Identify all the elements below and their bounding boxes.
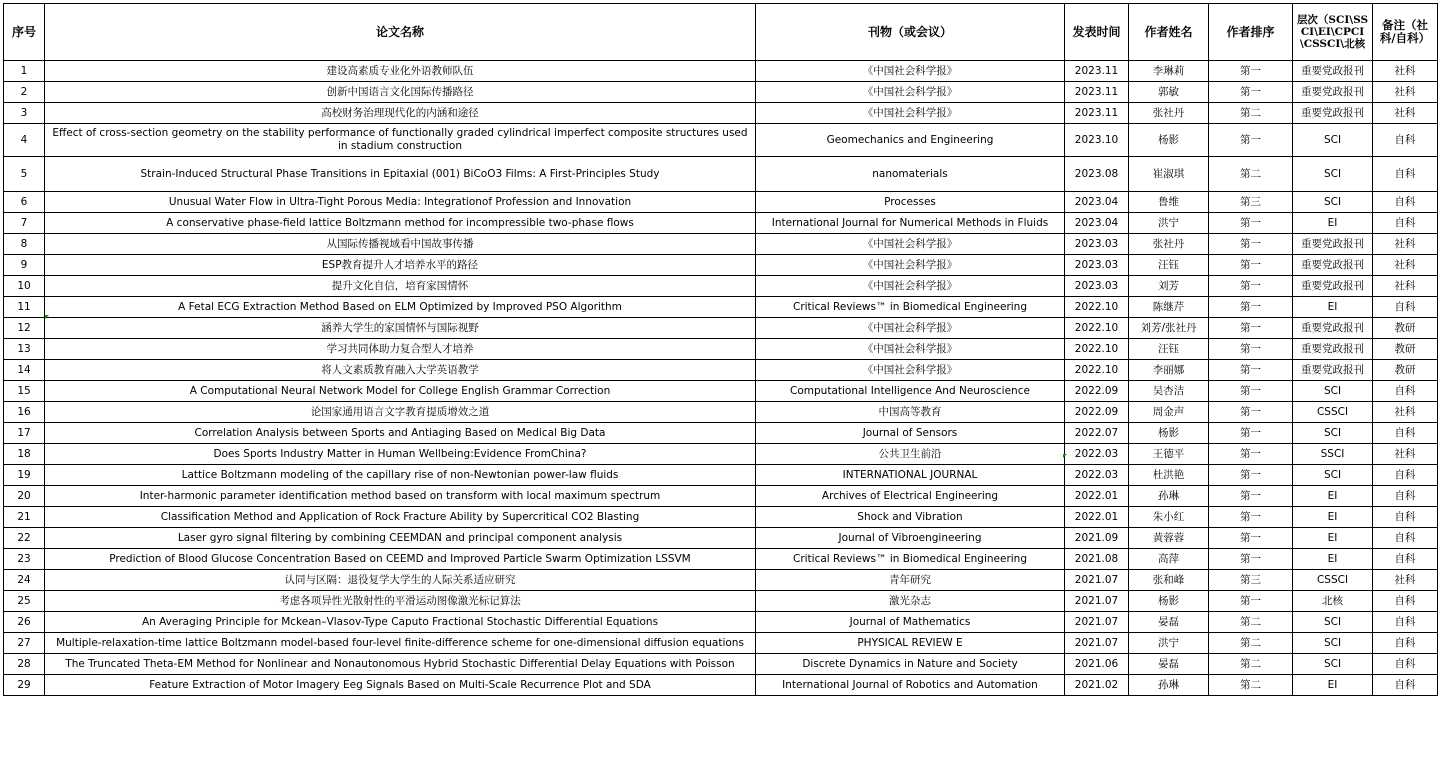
cell-date: 2022.09 — [1065, 402, 1129, 423]
cell-level: 北核 — [1293, 591, 1373, 612]
cell-author: 张和峰 — [1129, 570, 1209, 591]
table-row — [4, 570, 1438, 591]
table-row — [4, 213, 1438, 234]
cell-level: EI — [1293, 507, 1373, 528]
table-row — [4, 465, 1438, 486]
cell-remark: 教研 — [1373, 360, 1438, 381]
table-row — [4, 124, 1438, 157]
cell-date: 2023.03 — [1065, 234, 1129, 255]
cell-rank: 第一 — [1209, 213, 1293, 234]
table-row — [4, 444, 1438, 465]
cell-title: 从国际传播视域看中国故事传播 — [45, 234, 756, 255]
cell-author: 周金声 — [1129, 402, 1209, 423]
cell-level: SCI — [1293, 157, 1373, 192]
table-row — [4, 276, 1438, 297]
cell-journal: Discrete Dynamics in Nature and Society — [756, 654, 1065, 675]
cell-title: A Computational Neural Network Model for College English Grammar Correction — [45, 381, 756, 402]
cell-date: 2021.09 — [1065, 528, 1129, 549]
cell-journal: Critical Reviews™ in Biomedical Engineering — [756, 549, 1065, 570]
cell-title: Correlation Analysis between Sports and Antiaging Based on Medical Big Data — [45, 423, 756, 444]
table-row — [4, 82, 1438, 103]
cell-date: 2021.06 — [1065, 654, 1129, 675]
table-row — [4, 297, 1438, 318]
cell-index: 2 — [4, 82, 45, 103]
cell-author: 刘芳/张社丹 — [1129, 318, 1209, 339]
cell-title: Classification Method and Application of Rock Fracture Ability by Supercritical CO2 Blasting — [45, 507, 756, 528]
cell-rank: 第一 — [1209, 82, 1293, 103]
cell-level: 重要党政报刊 — [1293, 82, 1373, 103]
header-journal: 刊物（或会议） — [756, 4, 1065, 61]
cell-rank: 第一 — [1209, 381, 1293, 402]
cell-date: 2021.07 — [1065, 591, 1129, 612]
cell-level: 重要党政报刊 — [1293, 339, 1373, 360]
table-row — [4, 507, 1438, 528]
cell-date: 2021.07 — [1065, 633, 1129, 654]
cell-author: 孙琳 — [1129, 675, 1209, 696]
cell-level: SCI — [1293, 465, 1373, 486]
cell-author: 李丽娜 — [1129, 360, 1209, 381]
cell-remark: 自科 — [1373, 528, 1438, 549]
cell-journal: Journal of Vibroengineering — [756, 528, 1065, 549]
cell-date: 2023.03 — [1065, 255, 1129, 276]
cell-date: 2021.07 — [1065, 612, 1129, 633]
cell-rank: 第一 — [1209, 297, 1293, 318]
cell-author: 杨影 — [1129, 591, 1209, 612]
cell-journal: Computational Intelligence And Neuroscience — [756, 381, 1065, 402]
cell-author: 黄蓉蓉 — [1129, 528, 1209, 549]
cell-date: 2022.01 — [1065, 507, 1129, 528]
cell-date: 2023.04 — [1065, 192, 1129, 213]
cell-remark: 自科 — [1373, 591, 1438, 612]
cell-journal: 《中国社会科学报》 — [756, 339, 1065, 360]
cell-author: 吴杏洁 — [1129, 381, 1209, 402]
cell-rank: 第一 — [1209, 591, 1293, 612]
table-row — [4, 360, 1438, 381]
cell-rank: 第一 — [1209, 339, 1293, 360]
cell-remark: 自科 — [1373, 157, 1438, 192]
cell-remark: 自科 — [1373, 549, 1438, 570]
cell-rank: 第一 — [1209, 486, 1293, 507]
cell-date: 2021.02 — [1065, 675, 1129, 696]
cell-title: A Fetal ECG Extraction Method Based on ELM Optimized by Improved PSO Algorithm — [45, 297, 756, 318]
cell-title: 考虑各项异性光散射性的平滑运动图像激光标记算法 — [45, 591, 756, 612]
cell-title: Prediction of Blood Glucose Concentration Based on CEEMD and Improved Particle Swarm Optimization LSSVM — [45, 549, 756, 570]
cell-author: 晏磊 — [1129, 612, 1209, 633]
cell-index: 15 — [4, 381, 45, 402]
cell-author: 刘芳 — [1129, 276, 1209, 297]
cell-remark: 教研 — [1373, 339, 1438, 360]
cell-date: 2023.11 — [1065, 82, 1129, 103]
cell-index: 24 — [4, 570, 45, 591]
cell-index: 5 — [4, 157, 45, 192]
cell-journal: 青年研究 — [756, 570, 1065, 591]
table-row — [4, 633, 1438, 654]
cell-author: 鲁维 — [1129, 192, 1209, 213]
table-row — [4, 61, 1438, 82]
cell-index: 29 — [4, 675, 45, 696]
cell-remark: 自科 — [1373, 612, 1438, 633]
cell-level: CSSCI — [1293, 402, 1373, 423]
cell-author: 郭敏 — [1129, 82, 1209, 103]
header-remark: 备注（社科/自科） — [1373, 4, 1438, 61]
cell-author: 崔淑琪 — [1129, 157, 1209, 192]
cell-level: SCI — [1293, 633, 1373, 654]
cell-journal: Critical Reviews™ in Biomedical Engineering — [756, 297, 1065, 318]
cell-date: 2023.11 — [1065, 103, 1129, 124]
cell-index: 11 — [4, 297, 45, 318]
table-row — [4, 612, 1438, 633]
cell-rank: 第二 — [1209, 675, 1293, 696]
cell-index: 19 — [4, 465, 45, 486]
cell-date: 2022.03 — [1065, 444, 1129, 465]
papers-table — [3, 3, 1438, 696]
cell-date: 2022.10 — [1065, 318, 1129, 339]
cell-rank: 第一 — [1209, 234, 1293, 255]
cell-title: 论国家通用语言文字教育提质增效之道 — [45, 402, 756, 423]
cell-remark: 自科 — [1373, 486, 1438, 507]
table-row — [4, 549, 1438, 570]
cell-journal: 《中国社会科学报》 — [756, 360, 1065, 381]
cell-date: 2022.07 — [1065, 423, 1129, 444]
cell-level: SSCI — [1293, 444, 1373, 465]
cell-index: 10 — [4, 276, 45, 297]
cell-index: 4 — [4, 124, 45, 157]
cell-index: 8 — [4, 234, 45, 255]
cell-index: 25 — [4, 591, 45, 612]
cell-rank: 第一 — [1209, 402, 1293, 423]
cell-journal: 中国高等教育 — [756, 402, 1065, 423]
cell-date: 2023.04 — [1065, 213, 1129, 234]
cell-level: 重要党政报刊 — [1293, 61, 1373, 82]
cell-index: 17 — [4, 423, 45, 444]
cell-journal: 公共卫生前沿 — [756, 444, 1065, 465]
cell-rank: 第一 — [1209, 124, 1293, 157]
table-row — [4, 103, 1438, 124]
cell-date: 2021.07 — [1065, 570, 1129, 591]
cell-journal: 《中国社会科学报》 — [756, 61, 1065, 82]
cell-date: 2022.10 — [1065, 360, 1129, 381]
cell-index: 12 — [4, 318, 45, 339]
table-row — [4, 157, 1438, 192]
cell-date: 2023.08 — [1065, 157, 1129, 192]
cell-date: 2023.03 — [1065, 276, 1129, 297]
cell-journal: 《中国社会科学报》 — [756, 276, 1065, 297]
table-row — [4, 675, 1438, 696]
cell-level: EI — [1293, 213, 1373, 234]
cell-title: Strain-Induced Structural Phase Transitions in Epitaxial (001) BiCoO3 Films: A First-Principles Study — [45, 157, 756, 192]
cell-date: 2022.01 — [1065, 486, 1129, 507]
cell-title: Inter-harmonic parameter identification method based on transform with local maximum spectrum — [45, 486, 756, 507]
table-row — [4, 654, 1438, 675]
cell-remark: 自科 — [1373, 507, 1438, 528]
cell-remark: 社科 — [1373, 103, 1438, 124]
cell-index: 23 — [4, 549, 45, 570]
cell-remark: 社科 — [1373, 276, 1438, 297]
cell-journal: Archives of Electrical Engineering — [756, 486, 1065, 507]
cell-author: 汪钰 — [1129, 339, 1209, 360]
cell-level: EI — [1293, 549, 1373, 570]
cell-level: 重要党政报刊 — [1293, 318, 1373, 339]
cell-title: 建设高素质专业化外语教师队伍 — [45, 61, 756, 82]
cell-rank: 第三 — [1209, 570, 1293, 591]
cell-level: SCI — [1293, 381, 1373, 402]
cell-remark: 自科 — [1373, 124, 1438, 157]
table-row — [4, 339, 1438, 360]
cell-author: 汪钰 — [1129, 255, 1209, 276]
cell-author: 孙琳 — [1129, 486, 1209, 507]
cell-index: 16 — [4, 402, 45, 423]
cell-index: 3 — [4, 103, 45, 124]
header-author: 作者姓名 — [1129, 4, 1209, 61]
cell-remark: 社科 — [1373, 570, 1438, 591]
cell-author: 晏磊 — [1129, 654, 1209, 675]
table-row — [4, 591, 1438, 612]
cell-journal: Geomechanics and Engineering — [756, 124, 1065, 157]
cell-journal: PHYSICAL REVIEW E — [756, 633, 1065, 654]
cell-remark: 自科 — [1373, 297, 1438, 318]
cell-title: Feature Extraction of Motor Imagery Eeg Signals Based on Multi-Scale Recurrence Plot and SDA — [45, 675, 756, 696]
cell-date: 2022.03 — [1065, 465, 1129, 486]
cell-date: 2023.11 — [1065, 61, 1129, 82]
cell-level: EI — [1293, 675, 1373, 696]
cell-date: 2022.10 — [1065, 297, 1129, 318]
cell-remark: 社科 — [1373, 402, 1438, 423]
cell-index: 26 — [4, 612, 45, 633]
cell-index: 9 — [4, 255, 45, 276]
cell-title: Multiple-relaxation-time lattice Boltzmann model-based four-level finite-difference scheme for one-dimensional diffusion equations — [45, 633, 756, 654]
cell-journal: 激光杂志 — [756, 591, 1065, 612]
cell-level: EI — [1293, 297, 1373, 318]
cell-level: SCI — [1293, 423, 1373, 444]
table-row — [4, 381, 1438, 402]
cell-remark: 自科 — [1373, 192, 1438, 213]
header-row — [4, 4, 1438, 61]
cell-level: 重要党政报刊 — [1293, 360, 1373, 381]
comment-marker — [1063, 454, 1067, 458]
cell-author: 陈继芹 — [1129, 297, 1209, 318]
cell-title: The Truncated Theta-EM Method for Nonlinear and Nonautonomous Hybrid Stochastic Differential Delay Equations with Poisson — [45, 654, 756, 675]
cell-title: Lattice Boltzmann modeling of the capillary rise of non-Newtonian power-law fluids — [45, 465, 756, 486]
cell-title: 创新中国语言文化国际传播路径 — [45, 82, 756, 103]
cell-rank: 第二 — [1209, 157, 1293, 192]
header-index: 序号 — [4, 4, 45, 61]
cell-journal: 《中国社会科学报》 — [756, 234, 1065, 255]
cell-date: 2021.08 — [1065, 549, 1129, 570]
cell-remark: 教研 — [1373, 318, 1438, 339]
cell-index: 28 — [4, 654, 45, 675]
cell-level: SCI — [1293, 124, 1373, 157]
table-row — [4, 423, 1438, 444]
header-rank: 作者排序 — [1209, 4, 1293, 61]
cell-journal: 《中国社会科学报》 — [756, 82, 1065, 103]
cell-journal: Shock and Vibration — [756, 507, 1065, 528]
cell-rank: 第二 — [1209, 103, 1293, 124]
cell-date: 2022.09 — [1065, 381, 1129, 402]
cell-remark: 自科 — [1373, 381, 1438, 402]
cell-journal: 《中国社会科学报》 — [756, 255, 1065, 276]
cell-rank: 第二 — [1209, 612, 1293, 633]
cell-rank: 第一 — [1209, 528, 1293, 549]
table-row — [4, 402, 1438, 423]
cell-author: 张社丹 — [1129, 234, 1209, 255]
cell-index: 7 — [4, 213, 45, 234]
cell-level: CSSCI — [1293, 570, 1373, 591]
cell-author: 杨影 — [1129, 423, 1209, 444]
cell-author: 张社丹 — [1129, 103, 1209, 124]
cell-author: 王德平 — [1129, 444, 1209, 465]
cell-author: 杜洪艳 — [1129, 465, 1209, 486]
header-level: 层次（SCI\SSCI\EI\CPCI\CSSCI\北核 — [1293, 4, 1373, 61]
cell-rank: 第三 — [1209, 192, 1293, 213]
cell-remark: 社科 — [1373, 444, 1438, 465]
cell-level: SCI — [1293, 612, 1373, 633]
cell-title: A conservative phase-field lattice Boltzmann method for incompressible two-phase flows — [45, 213, 756, 234]
cell-level: 重要党政报刊 — [1293, 103, 1373, 124]
cell-remark: 自科 — [1373, 213, 1438, 234]
cell-title: Unusual Water Flow in Ultra-Tight Porous Media: Integrationof Profession and Innovation — [45, 192, 756, 213]
cell-journal: Journal of Sensors — [756, 423, 1065, 444]
cell-rank: 第一 — [1209, 360, 1293, 381]
cell-remark: 自科 — [1373, 465, 1438, 486]
cell-index: 13 — [4, 339, 45, 360]
table-row — [4, 192, 1438, 213]
cell-index: 21 — [4, 507, 45, 528]
cell-remark: 自科 — [1373, 633, 1438, 654]
cell-index: 20 — [4, 486, 45, 507]
cell-remark: 自科 — [1373, 423, 1438, 444]
cell-index: 1 — [4, 61, 45, 82]
cell-date: 2022.10 — [1065, 339, 1129, 360]
cell-title: 涵养大学生的家国情怀与国际视野 — [45, 318, 756, 339]
cell-index: 6 — [4, 192, 45, 213]
cell-level: 重要党政报刊 — [1293, 234, 1373, 255]
cell-rank: 第二 — [1209, 654, 1293, 675]
cell-date: 2023.10 — [1065, 124, 1129, 157]
cell-journal: 《中国社会科学报》 — [756, 103, 1065, 124]
cell-journal: Processes — [756, 192, 1065, 213]
cell-rank: 第一 — [1209, 423, 1293, 444]
cell-author: 高萍 — [1129, 549, 1209, 570]
cell-index: 27 — [4, 633, 45, 654]
cell-author: 洪宁 — [1129, 633, 1209, 654]
cell-title: Laser gyro signal filtering by combining CEEMDAN and principal component analysis — [45, 528, 756, 549]
cell-level: SCI — [1293, 192, 1373, 213]
cell-remark: 社科 — [1373, 82, 1438, 103]
cell-title: Does Sports Industry Matter in Human Wellbeing:Evidence FromChina? — [45, 444, 756, 465]
cell-rank: 第一 — [1209, 444, 1293, 465]
comment-marker — [45, 315, 49, 319]
table-body — [4, 61, 1438, 696]
table-row — [4, 234, 1438, 255]
cell-journal: INTERNATIONAL JOURNAL — [756, 465, 1065, 486]
cell-remark: 社科 — [1373, 234, 1438, 255]
cell-rank: 第一 — [1209, 255, 1293, 276]
table-row — [4, 528, 1438, 549]
cell-level: SCI — [1293, 654, 1373, 675]
cell-rank: 第一 — [1209, 61, 1293, 82]
cell-title: 高校财务治理现代化的内涵和途径 — [45, 103, 756, 124]
cell-author: 李琳莉 — [1129, 61, 1209, 82]
cell-journal: International Journal of Robotics and Automation — [756, 675, 1065, 696]
cell-rank: 第一 — [1209, 318, 1293, 339]
cell-journal: Journal of Mathematics — [756, 612, 1065, 633]
cell-title: 学习共同体助力复合型人才培养 — [45, 339, 756, 360]
cell-rank: 第二 — [1209, 633, 1293, 654]
header-title: 论文名称 — [45, 4, 756, 61]
cell-remark: 自科 — [1373, 654, 1438, 675]
cell-author: 洪宁 — [1129, 213, 1209, 234]
cell-rank: 第一 — [1209, 276, 1293, 297]
cell-journal: International Journal for Numerical Methods in Fluids — [756, 213, 1065, 234]
cell-journal: 《中国社会科学报》 — [756, 318, 1065, 339]
cell-remark: 社科 — [1373, 61, 1438, 82]
cell-rank: 第一 — [1209, 549, 1293, 570]
header-date: 发表时间 — [1065, 4, 1129, 61]
cell-level: EI — [1293, 528, 1373, 549]
cell-index: 14 — [4, 360, 45, 381]
cell-title: 认同与区隔：退役复学大学生的人际关系适应研究 — [45, 570, 756, 591]
cell-title: 提升文化自信，培育家国情怀 — [45, 276, 756, 297]
cell-level: EI — [1293, 486, 1373, 507]
table-row — [4, 255, 1438, 276]
cell-rank: 第一 — [1209, 465, 1293, 486]
cell-journal: nanomaterials — [756, 157, 1065, 192]
cell-author: 朱小红 — [1129, 507, 1209, 528]
cell-remark: 社科 — [1373, 255, 1438, 276]
cell-title: Effect of cross-section geometry on the stability performance of functionally graded cylindrical imperfect composite structures used in stadium construction — [45, 124, 756, 157]
cell-remark: 自科 — [1373, 675, 1438, 696]
cell-level: 重要党政报刊 — [1293, 255, 1373, 276]
cell-index: 18 — [4, 444, 45, 465]
cell-level: 重要党政报刊 — [1293, 276, 1373, 297]
cell-title: ESP教育提升人才培养水平的路径 — [45, 255, 756, 276]
table-row — [4, 318, 1438, 339]
cell-index: 22 — [4, 528, 45, 549]
cell-rank: 第一 — [1209, 507, 1293, 528]
cell-title: 将人文素质教育融入大学英语教学 — [45, 360, 756, 381]
table-row — [4, 486, 1438, 507]
cell-title: An Averaging Principle for Mckean–Vlasov-Type Caputo Fractional Stochastic Differential Equations — [45, 612, 756, 633]
cell-author: 杨影 — [1129, 124, 1209, 157]
